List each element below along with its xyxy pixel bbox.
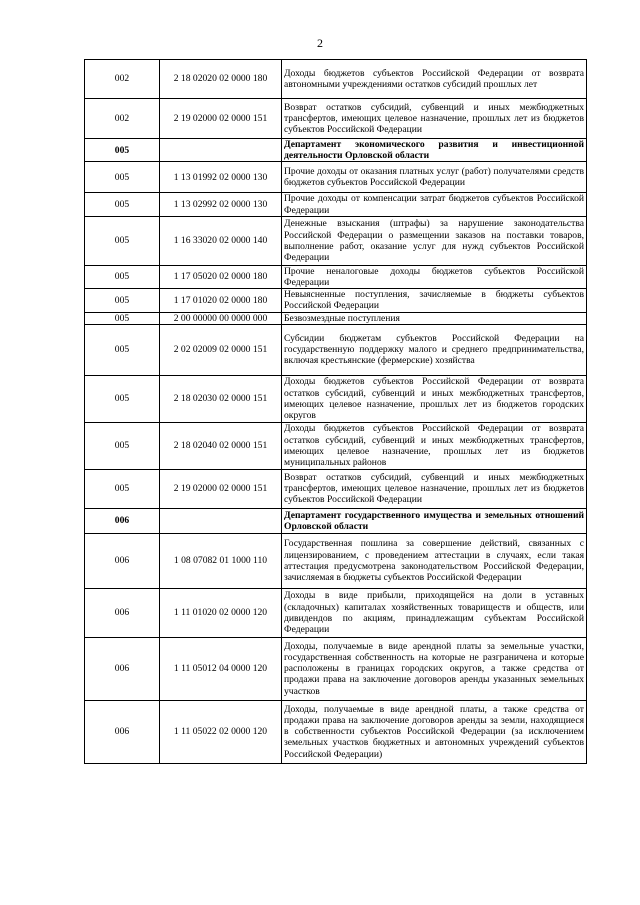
income-name-cell: Доходы бюджетов субъектов Российской Федерации от возврата остатков субсидий, субвенций и иных межбюджетных трансфертов, имеющих целевое назначение, прошлых лет из бюджетов городских округов bbox=[282, 375, 587, 422]
table-row bbox=[85, 469, 587, 508]
revenue-code-cell: 1 11 05012 04 0000 120 bbox=[160, 637, 282, 700]
table-row bbox=[85, 312, 587, 324]
admin-code-cell: 005 bbox=[85, 289, 160, 312]
admin-code-cell: 005 bbox=[85, 193, 160, 216]
admin-code-cell: 006 bbox=[85, 700, 160, 763]
admin-code-cell: 005 bbox=[85, 162, 160, 193]
revenue-code-cell: 2 18 02040 02 0000 151 bbox=[160, 422, 282, 469]
table-row bbox=[85, 216, 587, 265]
table-row bbox=[85, 324, 587, 375]
table-row bbox=[85, 533, 587, 588]
admin-code-cell: 005 bbox=[85, 265, 160, 288]
department-row bbox=[85, 139, 587, 162]
revenue-code-cell bbox=[160, 139, 282, 162]
admin-code-cell: 005 bbox=[85, 139, 160, 162]
admin-code-cell: 005 bbox=[85, 324, 160, 375]
income-name-cell: Возврат остатков субсидий, субвенций и иных межбюджетных трансфертов, имеющих целевое назначение, прошлых лет из бюджетов субъектов Российской Федерации bbox=[282, 99, 587, 139]
table-row bbox=[85, 265, 587, 288]
income-name-cell: Доходы бюджетов субъектов Российской Федерации от возврата остатков субсидий, субвенций и иных межбюджетных трансфертов, имеющих целевое назначение, прошлых лет из бюджетов муниципальных районов bbox=[282, 422, 587, 469]
revenue-code-cell: 1 16 33020 02 0000 140 bbox=[160, 216, 282, 265]
income-name-cell: Доходы бюджетов субъектов Российской Федерации от возврата автономными учреждениями остатков субсидий прошлых лет bbox=[282, 60, 587, 99]
admin-code-cell: 006 bbox=[85, 508, 160, 533]
revenue-code-cell: 2 02 02009 02 0000 151 bbox=[160, 324, 282, 375]
table-row bbox=[85, 700, 587, 763]
revenue-code-cell: 2 18 02030 02 0000 151 bbox=[160, 375, 282, 422]
income-name-cell: Прочие неналоговые доходы бюджетов субъектов Российской Федерации bbox=[282, 265, 587, 288]
admin-code-cell: 005 bbox=[85, 375, 160, 422]
table-row bbox=[85, 637, 587, 700]
table-row bbox=[85, 375, 587, 422]
income-name-cell: Государственная пошлина за совершение действий, связанных с лицензированием, с проведением аттестации в случаях, если такая аттестация предусмотрена законодательством Российской Федерации, зачисляемая в бюджеты субъектов Российской Федерации bbox=[282, 533, 587, 588]
revenue-code-cell: 1 17 05020 02 0000 180 bbox=[160, 265, 282, 288]
admin-code-cell: 006 bbox=[85, 533, 160, 588]
admin-code-cell: 006 bbox=[85, 637, 160, 700]
department-row bbox=[85, 508, 587, 533]
admin-code-cell: 005 bbox=[85, 422, 160, 469]
revenue-code-cell: 1 17 01020 02 0000 180 bbox=[160, 289, 282, 312]
admin-code-cell: 006 bbox=[85, 588, 160, 637]
table-row bbox=[85, 289, 587, 312]
table-row bbox=[85, 193, 587, 216]
admin-code-cell: 002 bbox=[85, 99, 160, 139]
revenue-codes-table bbox=[84, 59, 587, 764]
admin-code-cell: 002 bbox=[85, 60, 160, 99]
income-name-cell: Безвозмездные поступления bbox=[282, 312, 587, 324]
revenue-code-cell: 2 00 00000 00 0000 000 bbox=[160, 312, 282, 324]
table-row bbox=[85, 162, 587, 193]
table-row bbox=[85, 99, 587, 139]
table-body bbox=[85, 60, 587, 764]
income-name-cell: Денежные взыскания (штрафы) за нарушение законодательства Российской Федерации о размещении заказов на поставки товаров, выполнение работ, оказание услуг для нужд субъектов Российской Федерации bbox=[282, 216, 587, 265]
income-name-cell: Прочие доходы от компенсации затрат бюджетов субъектов Российской Федерации bbox=[282, 193, 587, 216]
revenue-code-cell: 1 13 01992 02 0000 130 bbox=[160, 162, 282, 193]
revenue-code-cell: 1 11 05022 02 0000 120 bbox=[160, 700, 282, 763]
table-row bbox=[85, 60, 587, 99]
admin-code-cell: 005 bbox=[85, 216, 160, 265]
revenue-code-cell bbox=[160, 508, 282, 533]
revenue-code-cell: 2 19 02000 02 0000 151 bbox=[160, 469, 282, 508]
income-name-cell: Доходы, получаемые в виде арендной платы за земельные участки, государственная собственность на которые не разграничена и которые расположены в границах городских округов, а также средства от продажи права на заключение договоров аренды указанных земельных участков bbox=[282, 637, 587, 700]
income-name-cell: Субсидии бюджетам субъектов Российской Федерации на государственную поддержку малого и среднего предпринимательства, включая крестьянские (фермерские) хозяйства bbox=[282, 324, 587, 375]
revenue-code-cell: 1 11 01020 02 0000 120 bbox=[160, 588, 282, 637]
income-name-cell: Доходы в виде прибыли, приходящейся на доли в уставных (складочных) капиталах хозяйственных товариществ и обществ, или дивидендов по акциям, принадлежащим субъектам Российской Федерации bbox=[282, 588, 587, 637]
revenue-code-cell: 2 18 02020 02 0000 180 bbox=[160, 60, 282, 99]
revenue-code-cell: 1 13 02992 02 0000 130 bbox=[160, 193, 282, 216]
income-name-cell: Доходы, получаемые в виде арендной платы, а также средства от продажи права на заключение договоров аренды за земли, находящиеся в собственности субъектов Российской Федерации (за исключением земельных участков бюджетных и автономных учреждений субъектов Российской Федерации) bbox=[282, 700, 587, 763]
income-name-cell: Департамент государственного имущества и земельных отношений Орловской области bbox=[282, 508, 587, 533]
admin-code-cell: 005 bbox=[85, 312, 160, 324]
table-row bbox=[85, 588, 587, 637]
income-name-cell: Возврат остатков субсидий, субвенций и иных межбюджетных трансфертов, имеющих целевое назначение, прошлых лет из бюджетов субъектов Российской Федерации bbox=[282, 469, 587, 508]
admin-code-cell: 005 bbox=[85, 469, 160, 508]
income-name-cell: Невыясненные поступления, зачисляемые в бюджеты субъектов Российской Федерации bbox=[282, 289, 587, 312]
table-row bbox=[85, 422, 587, 469]
revenue-code-cell: 1 08 07082 01 1000 110 bbox=[160, 533, 282, 588]
income-name-cell: Департамент экономического развития и инвестиционной деятельности Орловской области bbox=[282, 139, 587, 162]
revenue-code-cell: 2 19 02000 02 0000 151 bbox=[160, 99, 282, 139]
page-number: 2 bbox=[317, 36, 323, 50]
income-name-cell: Прочие доходы от оказания платных услуг (работ) получателями средств бюджетов субъектов Российской Федерации bbox=[282, 162, 587, 193]
